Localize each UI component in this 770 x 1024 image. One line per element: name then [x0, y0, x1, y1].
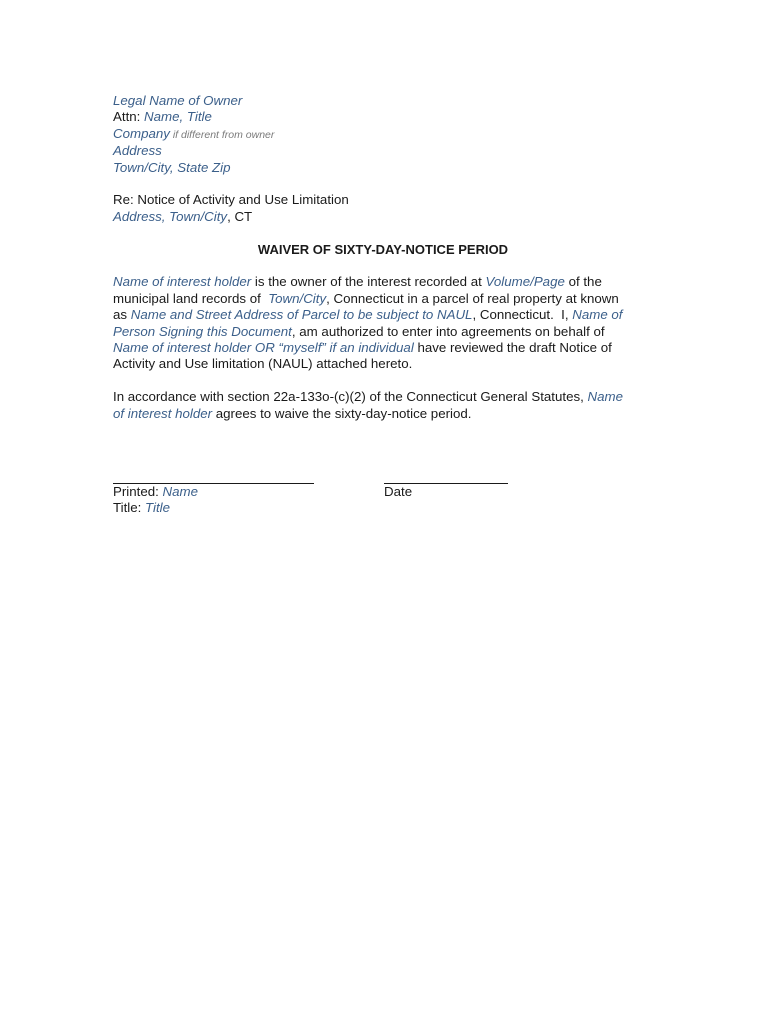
body-text: Activity and Use limitation (NAUL) attached hereto. [113, 356, 413, 372]
date-column [384, 471, 508, 500]
signer-name-part1: Name of [572, 307, 623, 323]
attn-label: Attn: [113, 109, 145, 125]
address-block [113, 93, 653, 176]
signer-name-part2: Person Signing this Document [113, 323, 292, 339]
body-text: municipal land records of [113, 290, 269, 306]
city-state-zip: Town/City, State Zip [113, 159, 231, 175]
interest-holder-name-part2: of interest holder [113, 405, 213, 421]
letter-body [113, 93, 653, 531]
company-name: Company [113, 125, 170, 141]
re-address: Address, Town/City [113, 208, 228, 224]
body-text: In accordance with section 22a-133o-(c)(2) of the Connecticut General Statutes, [113, 389, 588, 405]
body-text: , am authorized to enter into agreements on behalf of [291, 323, 605, 339]
title-value: Title [145, 500, 171, 516]
interest-holder-or-myself: Name of interest holder OR “myself” if an individual [113, 340, 414, 356]
date-line [384, 471, 508, 484]
body-text: agrees to waive the sixty-day-notice period. [212, 405, 472, 421]
body-text: , Connecticut in a parcel of real property at known [326, 290, 619, 306]
interest-holder-name: Name of interest holder [113, 274, 252, 290]
re-line: Re: Notice of Activity and Use Limitation [113, 192, 349, 208]
re-state: , CT [227, 208, 253, 224]
paragraph-interest [113, 274, 653, 372]
document-title: WAIVER OF SIXTY-DAY-NOTICE PERIOD [257, 241, 509, 257]
body-text: , Connecticut. I, [472, 307, 573, 323]
address-line: Address [113, 143, 162, 159]
owner-name: Legal Name of Owner [113, 93, 243, 108]
body-text: as [113, 307, 131, 323]
printed-name: Name [162, 484, 199, 500]
body-text: is the owner of the interest recorded at [251, 274, 486, 290]
parcel-address: Name and Street Address of Parcel to be subject to NAUL [130, 307, 473, 323]
interest-holder-name-part1: Name [587, 389, 623, 405]
attn-value: Name, Title [144, 109, 212, 125]
title-label: Title: [113, 500, 146, 516]
re-block [113, 192, 653, 225]
paragraph-waiver [113, 389, 653, 422]
company-note: if different from owner [169, 128, 275, 141]
signature-column [113, 471, 314, 517]
body-text: of the [564, 274, 602, 290]
date-label: Date [384, 484, 413, 500]
body-text: have reviewed the draft Notice of [413, 340, 612, 356]
signature-block [113, 471, 653, 531]
signature-line [113, 471, 314, 484]
printed-label: Printed: [113, 484, 163, 500]
town-city: Town/City [268, 290, 327, 306]
volume-page: Volume/Page [485, 274, 565, 290]
